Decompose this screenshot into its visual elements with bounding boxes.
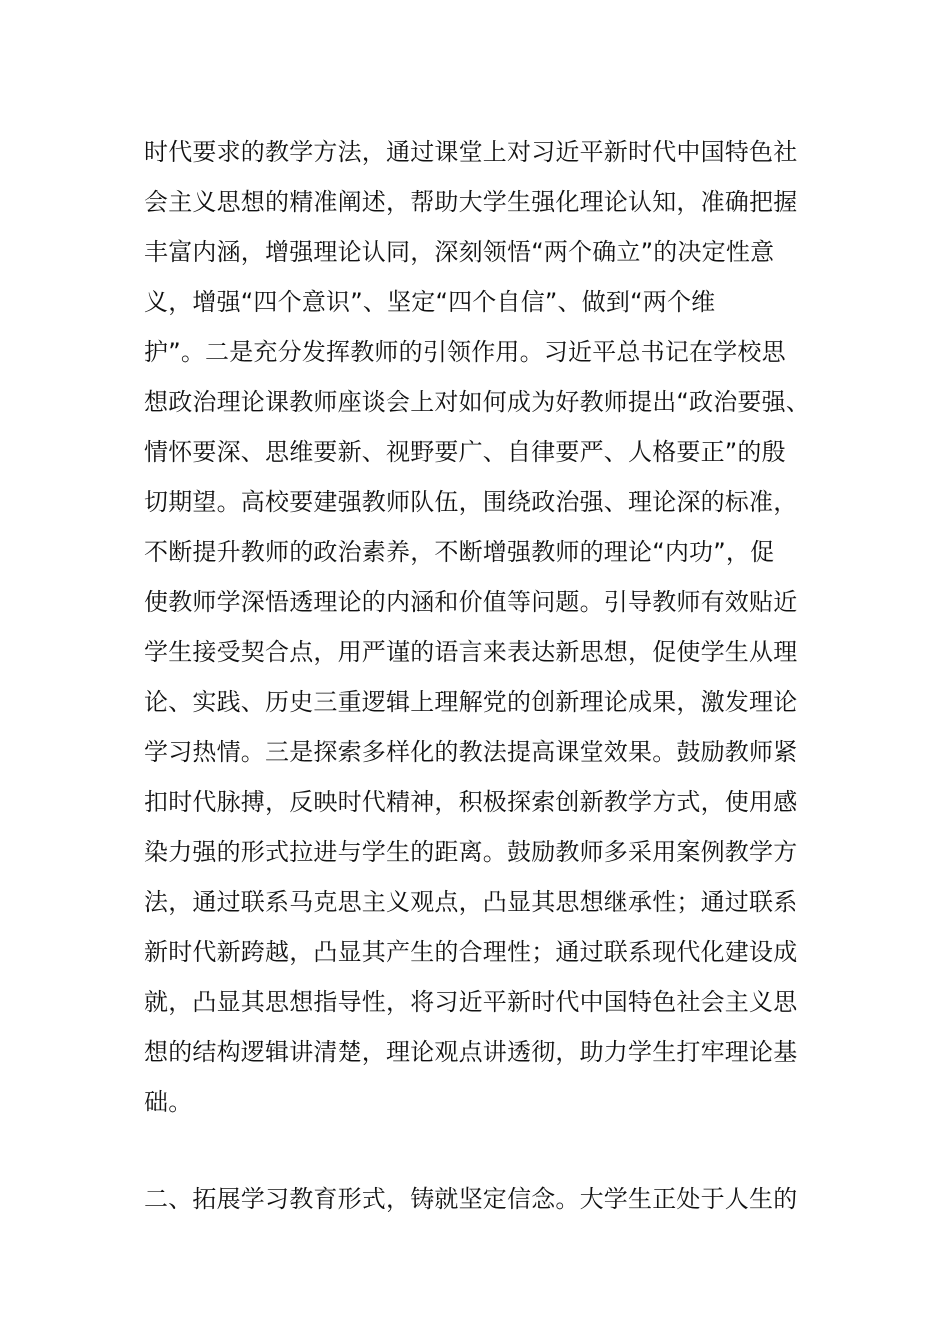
text-line: 情怀要深、思维要新、视野要广、自律要严、人格要正”的殷 <box>144 438 786 466</box>
text-line: 础。 <box>144 1088 193 1116</box>
text-line: 想的结构逻辑讲清楚，理论观点讲透彻，助力学生打牢理论基 <box>144 1038 798 1066</box>
text-line: 染力强的形式拉进与学生的距离。鼓励教师多采用案例教学方 <box>144 838 798 866</box>
text-line: 义，增强“四个意识”、坚定“四个自信”、做到“两个维 <box>144 288 716 316</box>
text-line: 学生接受契合点，用严谨的语言来表达新思想，促使学生从理 <box>144 638 798 666</box>
text-line: 扣时代脉搏，反映时代精神，积极探索创新教学方式，使用感 <box>144 788 798 816</box>
text-line: 切期望。高校要建强教师队伍，围绕政治强、理论深的标准， <box>144 488 798 516</box>
text-line: 就，凸显其思想指导性，将习近平新时代中国特色社会主义思 <box>144 988 798 1016</box>
text-line: 新时代新跨越，凸显其产生的合理性；通过联系现代化建设成 <box>144 938 798 966</box>
text-line: 法，通过联系马克思主义观点，凸显其思想继承性；通过联系 <box>144 888 798 916</box>
text-line: 论、实践、历史三重逻辑上理解党的创新理论成果，激发理论 <box>144 688 798 716</box>
section-heading-line: 二、拓展学习教育形式，铸就坚定信念。大学生正处于人生的 <box>144 1185 798 1213</box>
text-line: 时代要求的教学方法，通过课堂上对习近平新时代中国特色社 <box>144 138 798 166</box>
text-line: 不断提升教师的政治素养，不断增强教师的理论“内功”，促 <box>144 538 775 566</box>
text-line: 会主义思想的精准阐述，帮助大学生强化理论认知，准确把握 <box>144 188 798 216</box>
text-line: 护”。二是充分发挥教师的引领作用。习近平总书记在学校思 <box>144 338 786 366</box>
text-line: 想政治理论课教师座谈会上对如何成为好教师提出“政治要强、 <box>144 388 811 416</box>
text-line: 学习热情。三是探索多样化的教法提高课堂效果。鼓励教师紧 <box>144 738 798 766</box>
text-line: 丰富内涵，增强理论认同，深刻领悟“两个确立”的决定性意 <box>144 238 775 266</box>
text-line: 使教师学深悟透理论的内涵和价值等问题。引导教师有效贴近 <box>144 588 798 616</box>
